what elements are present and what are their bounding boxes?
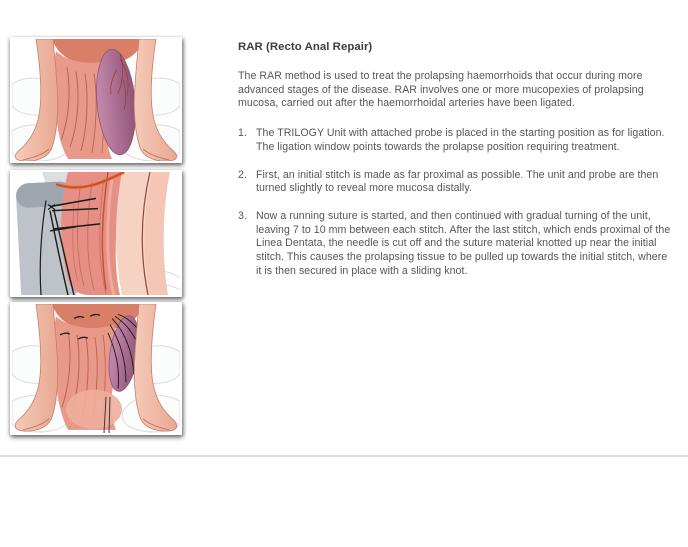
step-text: First, an initial stitch is made as far proximal as possible. The unit and probe are then turned slightly to reveal more mucosa distally. xyxy=(256,168,659,195)
figure-running-suture-illustration xyxy=(10,170,182,297)
step-text: The TRILOGY Unit with attached probe is placed in the starting position as for ligation. The ligation window points towards the prolapse position requiring treatment. xyxy=(256,127,665,153)
figure-after-repair-illustration xyxy=(10,302,182,435)
step-item-2 xyxy=(238,169,674,196)
prolapse-secured-drawing xyxy=(12,304,180,433)
step-item-3 xyxy=(238,210,674,279)
page-title: RAR (Recto Anal Repair) xyxy=(238,41,373,53)
step-number: 3. xyxy=(238,209,247,222)
intro-paragraph: The RAR method is used to treat the prolapsing haemorrhoids that occur during more advanced stages of the disease. RAR involves one or more mucopexies of prolapsing mucosa, carried out after the haemorrhoidal arteries have been ligated. xyxy=(238,70,644,110)
suture-probe-closeup-drawing xyxy=(12,172,180,295)
anal-canal-prolapse-drawing xyxy=(12,39,180,161)
figure-prolapsing-haemorrhoid-illustration xyxy=(10,37,182,163)
step-item-1 xyxy=(238,127,674,154)
page-edge-divider xyxy=(0,455,688,457)
procedure-steps-list xyxy=(238,127,674,278)
step-number: 1. xyxy=(238,127,247,140)
step-number: 2. xyxy=(238,168,247,181)
article-body xyxy=(238,41,674,292)
step-text: Now a running suture is started, and then continued with gradual turning of the unit, leaving 7 to 10 mm between each stitch. After the last stitch, which ends proximal of the Linea Dentata, the needle is cut off and the suture material knotted up near the initial stitch. This causes the prolapsing tissue to be pulled up towards the initial stitch, where it is then secured in place with a sliding knot. xyxy=(256,209,671,277)
